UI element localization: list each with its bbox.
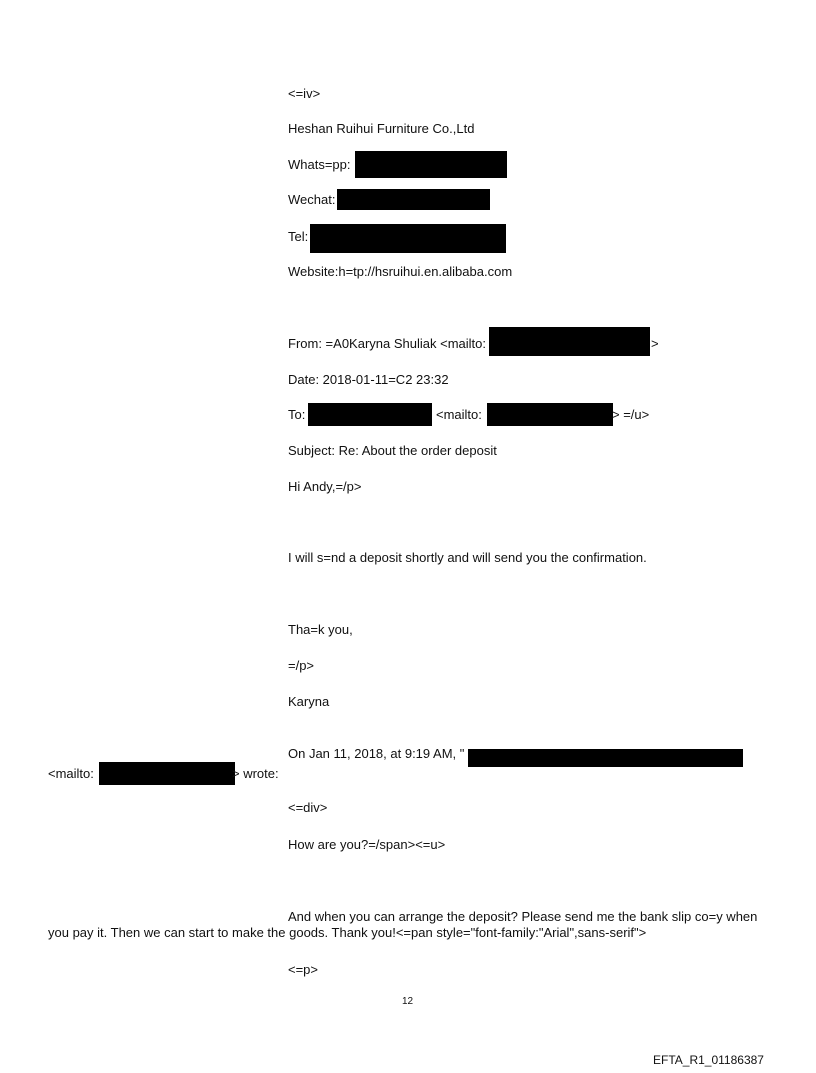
how-are-you-line: How are you?=/span><=u> xyxy=(288,837,446,852)
wechat-label: Wechat: xyxy=(288,192,336,207)
to-suffix: > =/u> xyxy=(612,407,650,422)
p-tag: <=p> xyxy=(288,962,319,977)
p-close-line: =/p> xyxy=(288,658,315,673)
wrote-label: > wrote: xyxy=(232,766,279,781)
tel-label: Tel: xyxy=(288,229,309,244)
redaction-box xyxy=(487,403,613,426)
signature: Karyna xyxy=(288,694,330,709)
to-mailto: <mailto: xyxy=(436,407,482,422)
from-line-suffix: > xyxy=(651,336,659,351)
greeting-line: Hi Andy,=/p> xyxy=(288,479,362,494)
date-line: Date: 2018-01-11=C2 23:32 xyxy=(288,372,449,387)
from-line-prefix: From: =A0Karyna Shuliak <mailto: xyxy=(288,336,486,351)
redaction-box xyxy=(310,224,506,253)
subject-line: Subject: Re: About the order deposit xyxy=(288,443,497,458)
redaction-box xyxy=(337,189,490,210)
deposit-request-line-2: you pay it. Then we can start to make the goods. Thank you!<=pan style="font-family:"Arial",sans-serif"> xyxy=(48,925,647,940)
company-name: Heshan Ruihui Furniture Co.,Ltd xyxy=(288,121,475,136)
div-tag-2: <=div> xyxy=(288,800,328,815)
document-id: EFTA_R1_01186387 xyxy=(653,1053,764,1067)
body-line: I will s=nd a deposit shortly and will send you the confirmation. xyxy=(288,550,647,565)
website-line: Website:h=tp://hsruihui.en.alibaba.com xyxy=(288,264,513,279)
redaction-box xyxy=(468,749,743,767)
quote-header: On Jan 11, 2018, at 9:19 AM, " xyxy=(288,746,465,761)
div-tag: <=iv> xyxy=(288,86,321,101)
whatsapp-label: Whats=pp: xyxy=(288,157,351,172)
page-number: 12 xyxy=(402,996,414,1007)
redaction-box xyxy=(99,762,235,785)
quote-mailto: <mailto: xyxy=(48,766,94,781)
to-label: To: xyxy=(288,407,306,422)
redaction-box xyxy=(489,327,650,356)
deposit-request-line-1: And when you can arrange the deposit? Please send me the bank slip co=y when xyxy=(288,909,758,924)
redaction-box xyxy=(308,403,432,426)
thanks-line: Tha=k you, xyxy=(288,622,353,637)
redaction-box xyxy=(355,151,507,178)
